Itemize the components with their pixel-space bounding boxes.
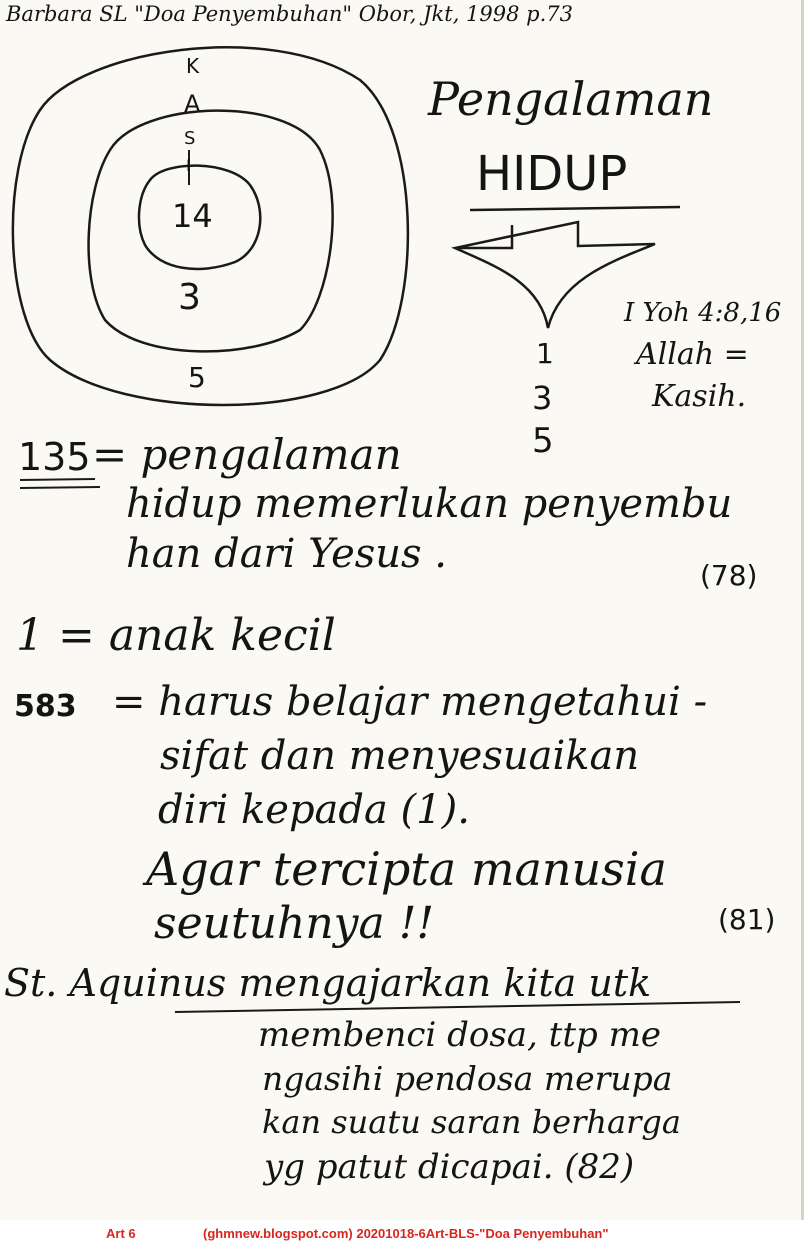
page-ref-78: (78) <box>700 559 758 592</box>
title-underline <box>470 207 680 210</box>
text-ngasihi: ngasihi pendosa merupa <box>262 1059 673 1098</box>
header-note: Barbara SL "Doa Penyembuhan" Obor, Jkt, 1998 p.73 <box>6 2 574 26</box>
verse-line3: Kasih. <box>652 379 747 414</box>
funnel-number-1: 1 <box>536 337 554 370</box>
text-135: = pengalaman <box>92 430 402 479</box>
diagram-inner-number: 14 <box>172 197 213 235</box>
text-yg: yg patut dicapai. (82) <box>264 1147 635 1187</box>
text-583-line2: sifat dan menyesuaikan <box>160 733 640 779</box>
label-583: 583 <box>14 689 77 724</box>
diagram-middle-number: 3 <box>178 277 201 318</box>
text-membenci: membenci dosa, ttp me <box>258 1015 661 1055</box>
text-aquinas: St. Aquinus mengajarkan kita utk <box>4 961 652 1005</box>
text-agar: Agar tercipta manusia <box>146 842 667 896</box>
text-583-line3: diri kepada (1). <box>158 787 470 833</box>
diagram-outer-number: 5 <box>188 361 206 394</box>
diagram-letter-a: A <box>184 90 201 118</box>
underline-135-a <box>20 479 95 480</box>
diagram-letter-k: K <box>186 54 200 78</box>
text-anak-kecil: 1 = anak kecil <box>16 610 336 661</box>
footer-bar <box>0 1220 804 1248</box>
label-135: 135 <box>18 435 91 479</box>
diagram-letter-i: I <box>186 156 191 175</box>
text-seutuhnya: seutuhnya !! <box>154 898 435 949</box>
footer-art-label: Art 6 <box>106 1226 136 1241</box>
page-ref-81: (81) <box>718 903 776 936</box>
verse-ref: I Yoh 4:8,16 <box>624 298 782 328</box>
funnel-number-5: 5 <box>532 421 554 461</box>
title-line2: HIDUP <box>476 146 628 202</box>
title-line1: Pengalaman <box>428 72 714 126</box>
verse-line2: Allah = <box>636 337 749 372</box>
diagram-letter-s: S <box>184 128 196 149</box>
underline-135-b <box>20 487 100 488</box>
text-135-line2: hidup memerlukan penyembu <box>126 481 733 527</box>
text-kan: kan suatu saran berharga <box>262 1103 681 1141</box>
funnel-number-3: 3 <box>532 379 553 417</box>
footer-source-link[interactable]: (ghmnew.blogspot.com) 20201018-6Art-BLS-"Doa Penyembuhan" <box>203 1226 609 1241</box>
text-583: = harus belajar mengetahui - <box>112 679 708 725</box>
text-135-line3: han dari Yesus . <box>126 531 448 577</box>
